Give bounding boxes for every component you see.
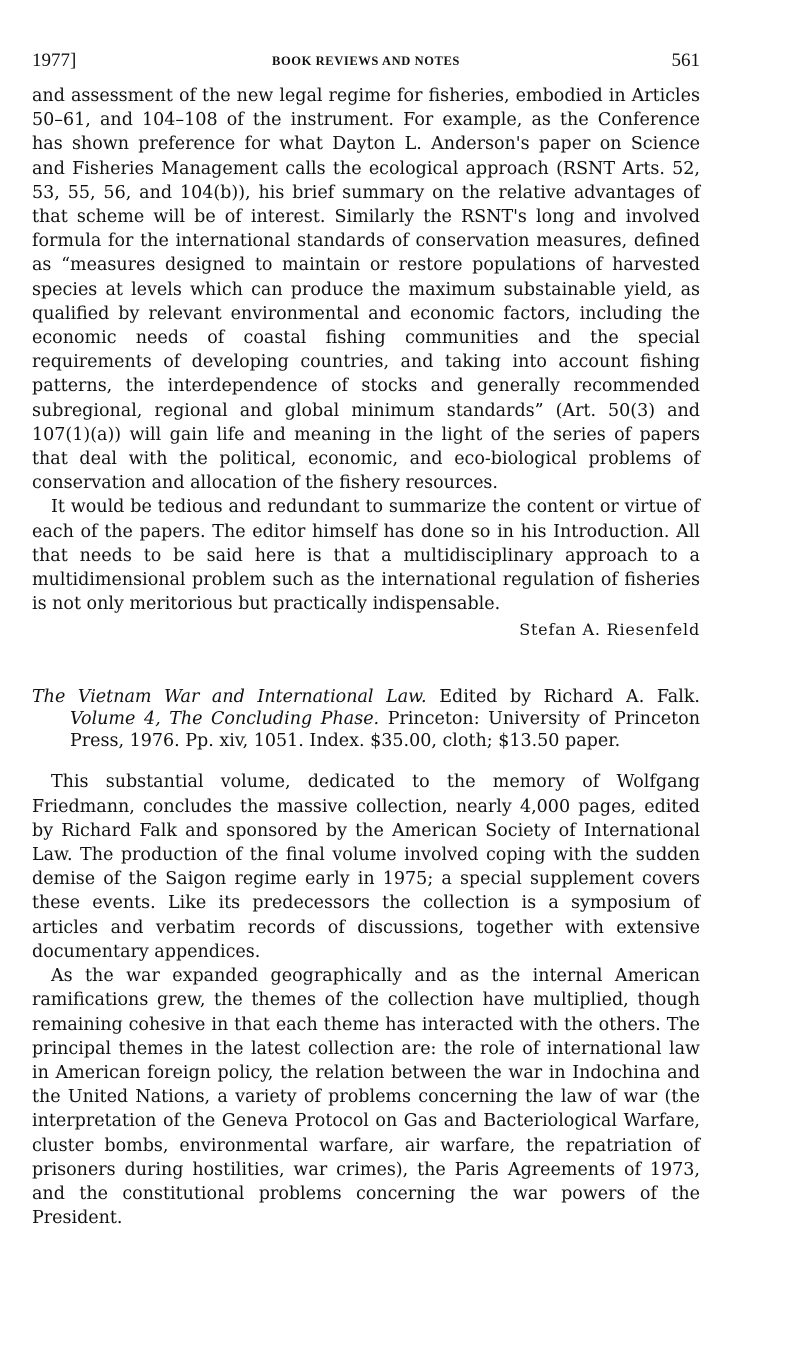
review-riesenfeld (32, 84, 700, 642)
page-number: 561 (671, 50, 700, 71)
book-volume: Volume 4, The Concluding Phase. (70, 709, 380, 730)
review1-paragraph-2: It would be tedious and redundant to summarize the content or virtue of each of the papers. The editor himself has done so in his Introduction. All that needs to be said here is that a multidisciplinary approach to a multidimensional problem such as the international regulation of fisheries is not only meritorious but practically indispensable. (32, 497, 700, 615)
book-publisher: Princeton: University of Princeton Press, 1976. Pp. xiv, 1051. Index. $35.00, cloth; $13.50 paper. (70, 709, 700, 752)
book-citation-heading (32, 686, 700, 752)
book-editor: Edited by Richard A. Falk. (439, 687, 700, 708)
header-section-title: BOOK REVIEWS AND NOTES (272, 54, 460, 68)
review1-paragraph-1: and assessment of the new legal regime for fisheries, embodied in Articles 50–61, and 104–108 of the instrument. For example, as the Conference has shown preference for what Dayton L. Anderson's paper on Science and Fisheries Management calls the ecological approach (RSNT Arts. 52, 53, 55, 56, and 104(b)), his brief summary on the relative advantages of that scheme will be of interest. Similarly the RSNT's long and involved formula for the international standards of conservation measures, defined as “measures designed to maintain or restore populations of harvested species at levels which can produce the maximum substainable yield, as qualified by relevant environmental and economic factors, including the economic needs of coastal fishing communities and the special requirements of developing countries, and taking into account fishing patterns, the interdependence of stocks and generally recommended subregional, regional and global minimum standards” (Art. 50(3) and 107(1)(a)) will gain life and meaning in the light of the series of papers that deal with the political, economic, and eco-biological problems of conservation and allocation of the fishery resources. (32, 86, 700, 494)
review2-paragraph-1: This substantial volume, dedicated to the memory of Wolfgang Friedmann, concludes the massive collection, nearly 4,000 pages, edited by Richard Falk and sponsored by the American Society of International Law. The production of the final volume involved coping with the sudden demise of the Saigon regime early in 1975; a special supplement covers these events. Like its predecessors the collection is a symposium of articles and verbatim records of discussions, together with extensive documentary appendices. (32, 772, 700, 962)
running-header (32, 50, 700, 84)
review-vietnam-war (32, 770, 700, 1230)
journal-page (32, 50, 700, 1230)
review2-paragraph-2: As the war expanded geographically and as the internal American ramifications grew, the themes of the collection have multiplied, though remaining cohesive in that each theme has interacted with the others. The principal themes in the latest collection are: the role of international law in American foreign policy, the relation between the war in Indochina and the United Nations, a variety of problems concerning the law of war (the interpretation of the Geneva Protocol on Gas and Bacteriological Warfare, cluster bombs, environmental warfare, air warfare, the repatriation of prisoners during hostilities, war crimes), the Paris Agreements of 1973, and the constitutional problems concerning the war powers of the President. (32, 966, 700, 1229)
reviewer-signature: Stefan A. Riesenfeld (519, 620, 700, 640)
header-year: 1977] (32, 50, 77, 71)
book-title: The Vietnam War and International Law. (32, 687, 427, 708)
